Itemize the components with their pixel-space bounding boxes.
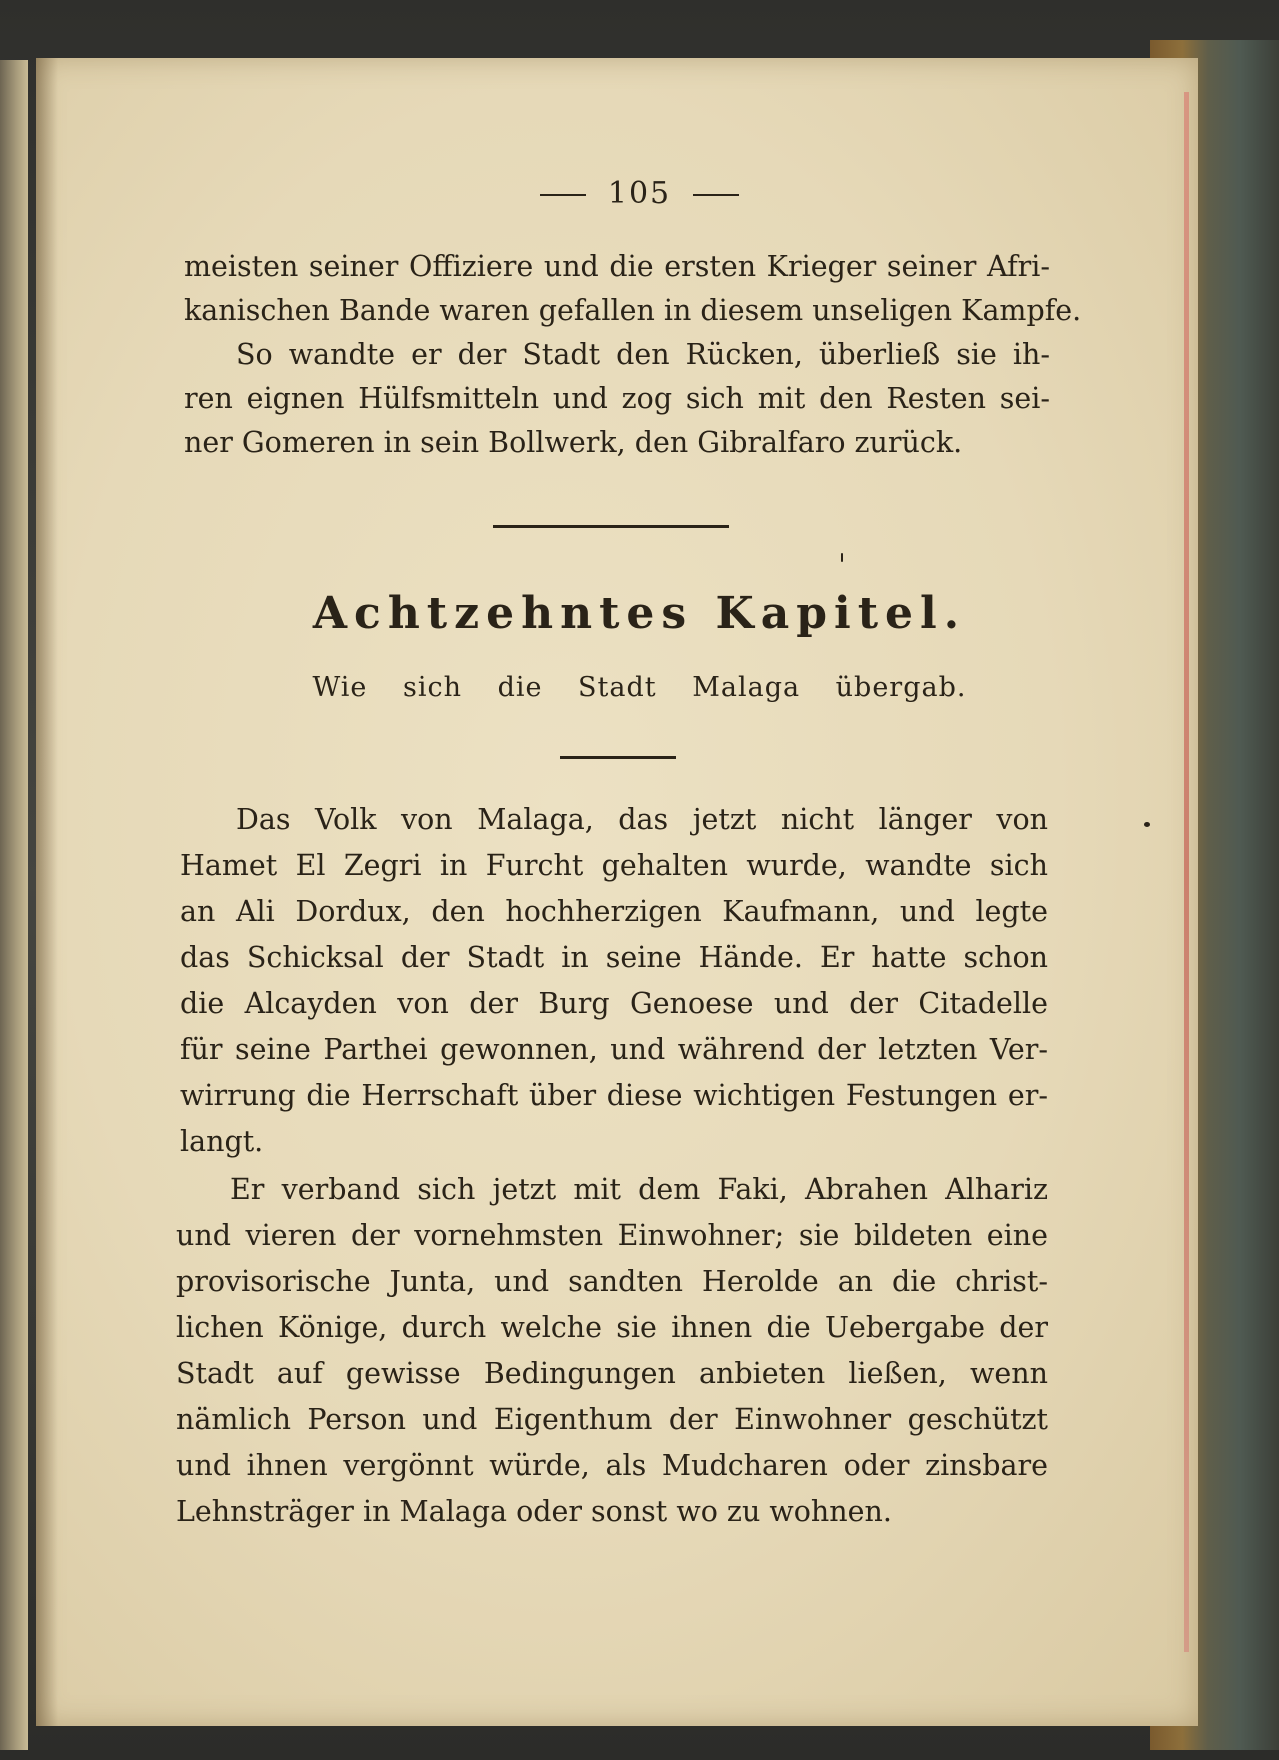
text-line: die Alcayden von der Burg Genoese und der Citadelle [180, 987, 1048, 1020]
text-line: und ihnen vergönnt würde, als Mudcharen oder zinsbare [176, 1449, 1048, 1482]
text-line: Hamet El Zegri in Furcht gehalten wurde, wandte sich [180, 849, 1048, 882]
ink-speck [1144, 822, 1150, 827]
text-line: meisten seiner Offiziere und die ersten Krieger seiner Afri- [184, 250, 1050, 283]
section-divider-bottom [560, 756, 676, 759]
red-page-edge [1184, 92, 1189, 1652]
ink-speck [841, 553, 843, 562]
page-number [0, 176, 1279, 211]
page-gutter-shadow [36, 58, 58, 1726]
text-line: für seine Parthei gewonnen, und während der letzten Ver- [180, 1033, 1048, 1066]
text-line: Er verband sich jetzt mit dem Faki, Abrahen Alhariz [230, 1173, 1048, 1206]
text-line: Stadt auf gewisse Bedingungen anbieten ließen, wenn [176, 1357, 1048, 1390]
text-line: an Ali Dordux, den hochherzigen Kaufmann, und legte [180, 895, 1048, 928]
left-page-edge [0, 60, 28, 1750]
text-line: Lehnsträger in Malaga oder sonst wo zu wohnen. [176, 1495, 892, 1528]
text-line: und vieren der vornehmsten Einwohner; sie bildeten eine [176, 1219, 1048, 1252]
page-number-dash-left [540, 194, 586, 196]
text-line: kanischen Bande waren gefallen in diesem unseligen Kampfe. [184, 294, 1082, 327]
text-line: wirrung die Herrschaft über diese wichtigen Festungen er- [180, 1079, 1048, 1112]
text-line: langt. [180, 1125, 264, 1158]
chapter-subtitle: Wie sich die Stadt Malaga übergab. [312, 672, 967, 703]
page-number-value: 105 [607, 176, 672, 211]
text-line: Das Volk von Malaga, das jetzt nicht länger von [236, 803, 1048, 836]
section-divider-top [493, 525, 729, 528]
text-line: lichen Könige, durch welche sie ihnen die Uebergabe der [176, 1311, 1048, 1344]
text-line: das Schicksal der Stadt in seine Hände. Er hatte schon [180, 941, 1048, 974]
text-line: provisorische Junta, und sandten Herolde an die christ- [176, 1265, 1048, 1298]
text-line: nämlich Person und Eigenthum der Einwohner geschützt [176, 1403, 1048, 1436]
text-line: ren eignen Hülfsmitteln und zog sich mit den Resten sei- [184, 382, 1050, 415]
text-line: So wandte er der Stadt den Rücken, überließ sie ih- [236, 338, 1050, 371]
chapter-title: Achtzehntes Kapitel. [312, 588, 967, 639]
page-number-dash-right [693, 194, 739, 196]
text-line: ner Gomeren in sein Bollwerk, den Gibralfaro zurück. [184, 426, 963, 459]
